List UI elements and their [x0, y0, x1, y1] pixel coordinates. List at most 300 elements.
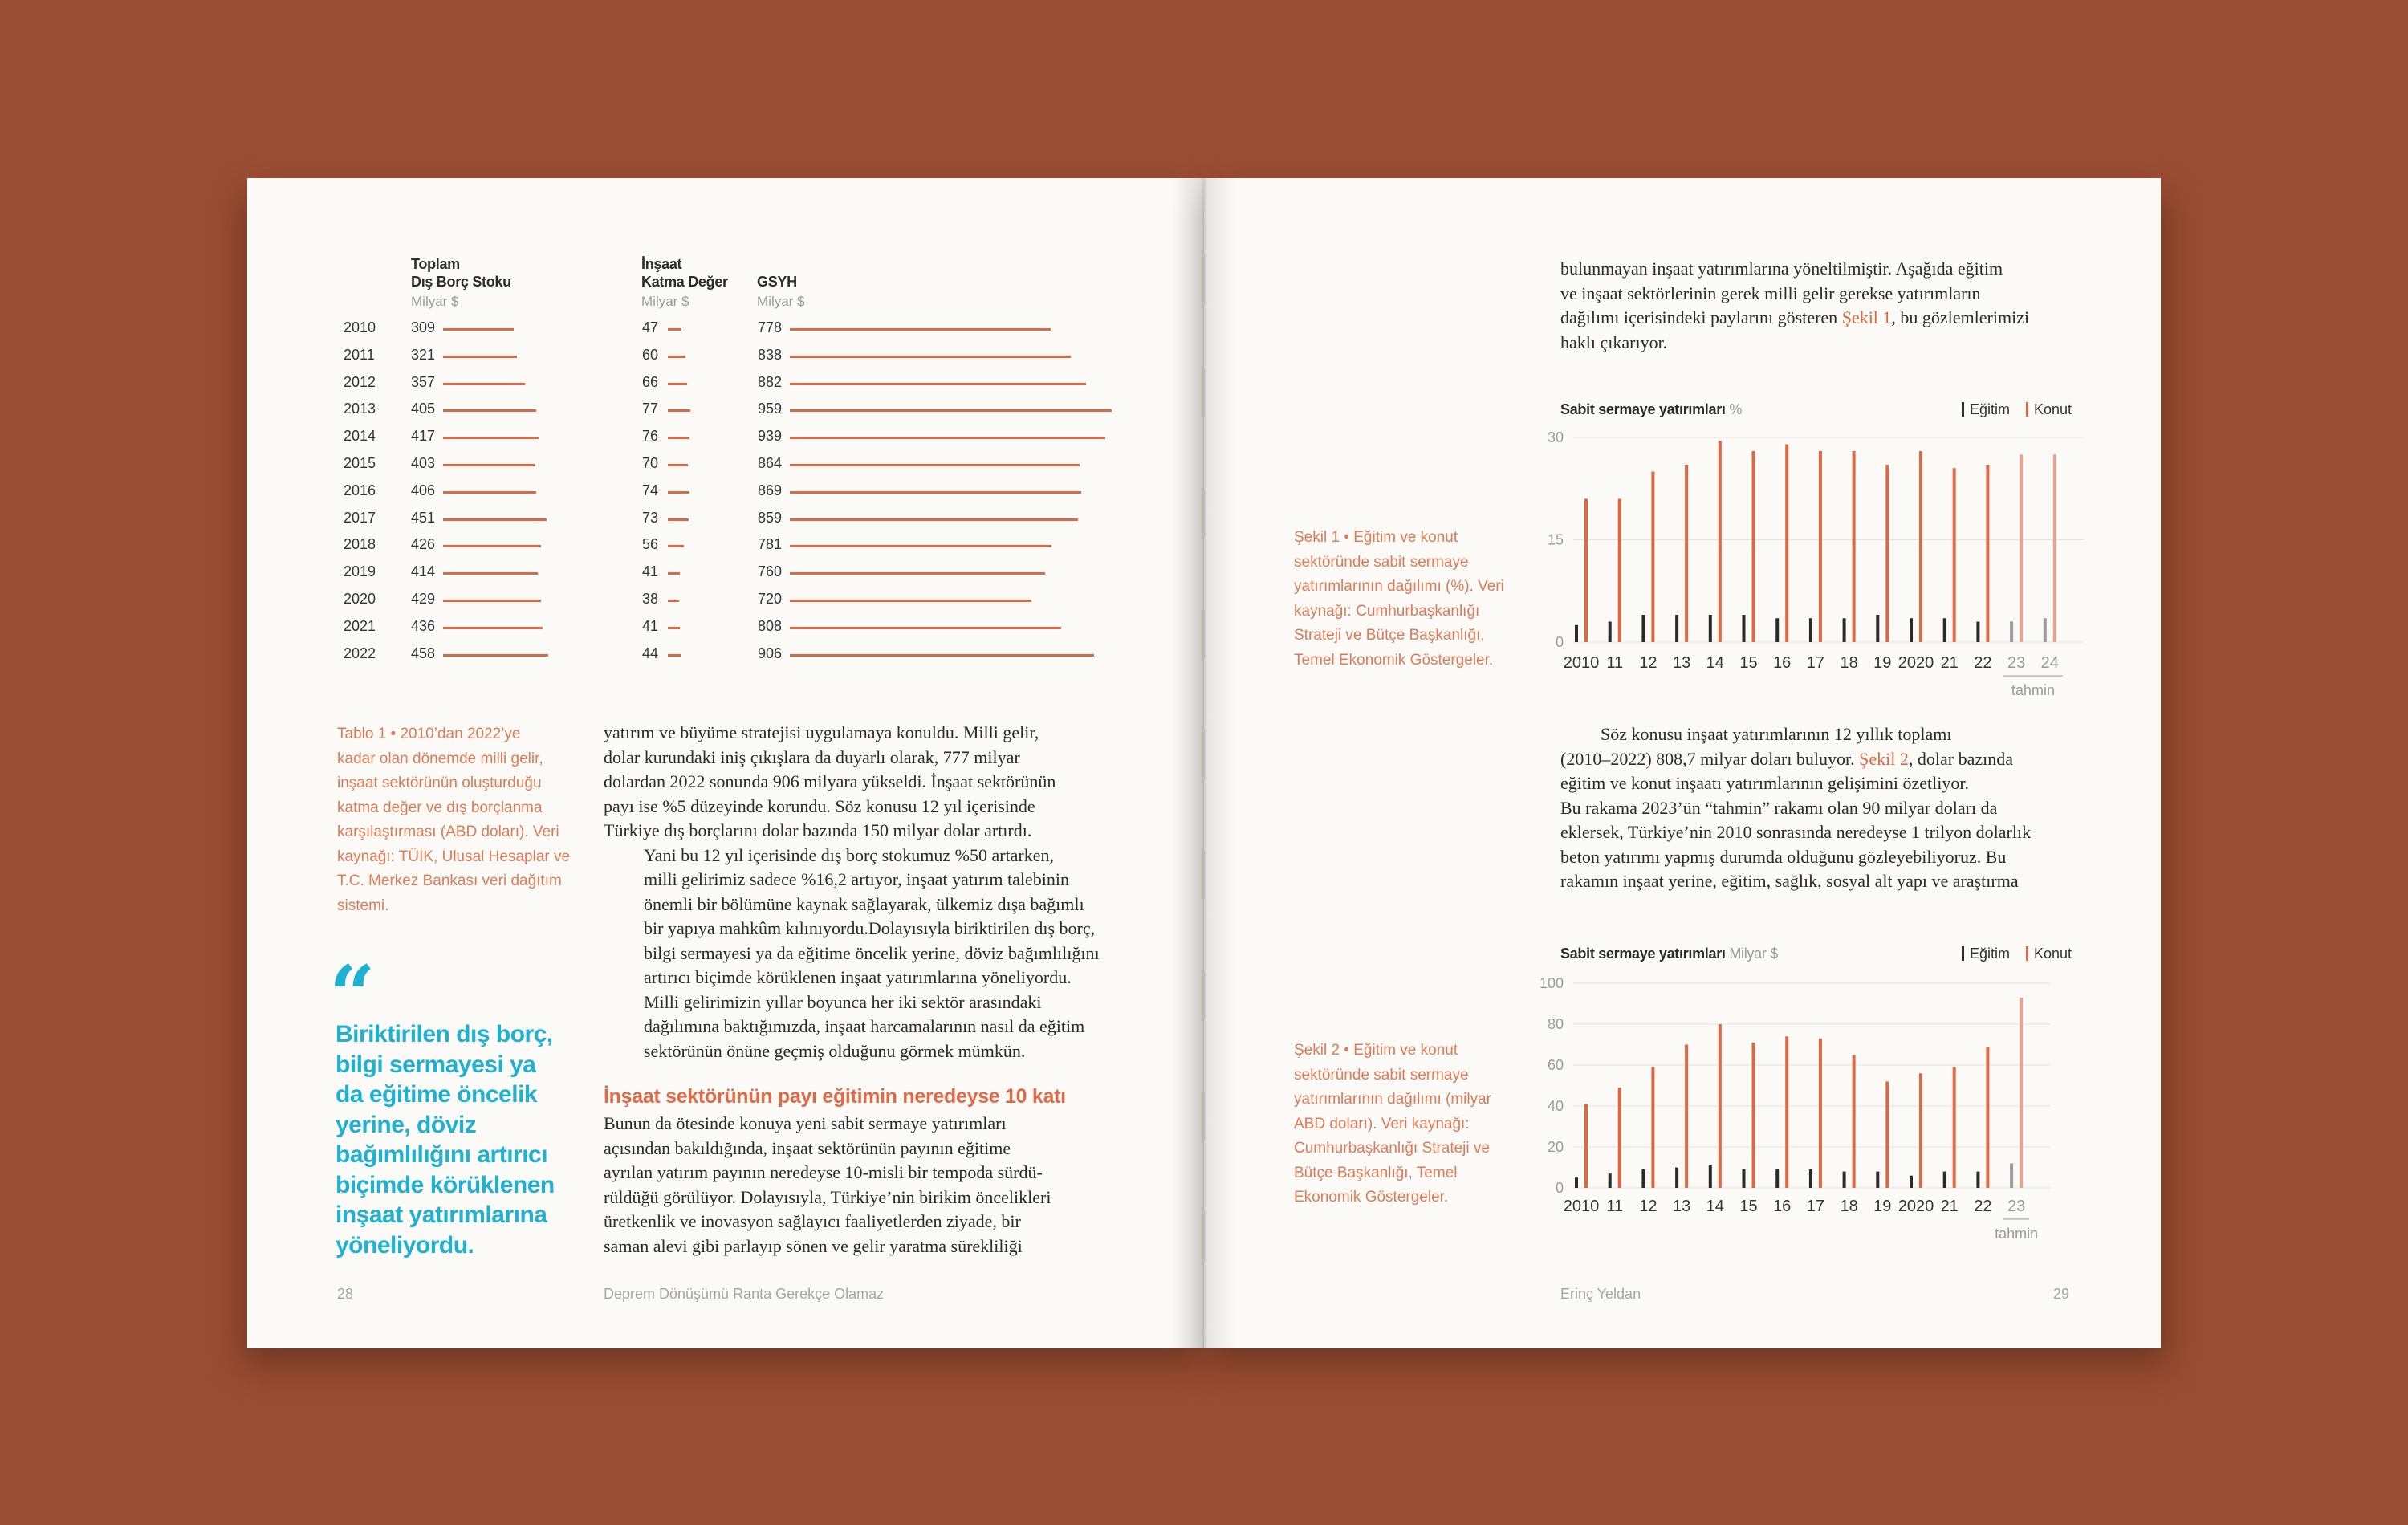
text-run: (2010–2022) 808,7 milyar doları buluyor. — [1560, 748, 1860, 769]
table-value-debt: 458 — [411, 645, 436, 661]
table-bar-gdp — [790, 545, 1051, 547]
table-value-construction: 41 — [642, 563, 659, 580]
table-value-gdp: 859 — [758, 509, 783, 526]
table-value-construction: 44 — [642, 645, 659, 661]
table-value-debt: 417 — [411, 428, 436, 445]
y-tick-label: 40 — [1547, 1098, 1564, 1114]
quote-line: da eğitime öncelik — [336, 1081, 538, 1108]
bar-housing — [2020, 454, 2023, 642]
table-value-debt: 414 — [411, 563, 436, 580]
bar-education — [1976, 622, 1979, 643]
forecast-label: tahmin — [2011, 682, 2055, 698]
caption-line: Strateji ve Bütçe Başkanlığı, — [1294, 627, 1485, 644]
table-bar-construction — [668, 518, 689, 521]
body-line: dağılımına baktığımızda, inşaat harcamalarının nasıl da eğitim — [644, 1016, 1085, 1036]
bar-housing — [1719, 1024, 1722, 1188]
bar-housing — [1885, 465, 1889, 642]
body-line: üretkenlik ve inovasyon sağlayıcı faaliyetlerden ziyade, bir — [604, 1211, 1021, 1231]
bar-education — [2010, 622, 2013, 643]
pull-quote — [336, 1019, 576, 1260]
bar-education — [2044, 618, 2047, 642]
quote-line: biçimde körüklenen — [336, 1171, 555, 1198]
bar-education — [1876, 615, 1879, 642]
table-year: 2014 — [344, 428, 376, 445]
table-bar-debt — [443, 409, 536, 412]
bar-housing — [1986, 1047, 1989, 1188]
body-line: artırıcı biçimde körüklenen inşaat yatırımlarına yöneliyordu. — [644, 967, 1072, 987]
table-bar-construction — [668, 464, 688, 466]
x-tick-label: 17 — [1806, 654, 1825, 672]
body-text-right — [1560, 722, 2074, 894]
body-line: beton yatırımı yapmış durumda olduğunu gözleyebiliyoruz. Bu — [1560, 846, 2007, 867]
caption-line: katma değer ve dış borçlanma — [337, 799, 543, 816]
legend-swatch — [2026, 946, 2028, 961]
binding-stitch — [1202, 490, 1205, 538]
chart-title-text: Sabit sermaye yatırımları — [1560, 401, 1726, 417]
bar-housing — [1752, 451, 1755, 642]
y-tick-label: 100 — [1539, 975, 1564, 991]
table-bar-gdp — [790, 437, 1105, 439]
bar-education — [1743, 1169, 1746, 1188]
table-bar-gdp — [790, 654, 1094, 657]
x-tick-label: 18 — [1840, 1198, 1858, 1215]
table-bar-debt — [443, 518, 547, 521]
table-value-gdp: 906 — [758, 645, 783, 661]
table-value-gdp: 760 — [758, 563, 783, 580]
y-tick-label: 30 — [1547, 429, 1564, 445]
bar-education — [1641, 615, 1645, 642]
x-tick-label: 19 — [1873, 1198, 1892, 1215]
quote-line: yöneliyordu. — [336, 1231, 474, 1259]
bar-education — [1910, 618, 1913, 642]
bar-housing — [1685, 1045, 1688, 1189]
body-line: eklersek, Türkiye’nin 2010 sonrasında neredeyse 1 trilyon dolarlık — [1560, 822, 2032, 842]
table-value-gdp: 864 — [758, 455, 783, 471]
bar-education — [1775, 1169, 1779, 1188]
table-bar-debt — [443, 545, 541, 547]
bar-education — [1876, 1172, 1879, 1188]
caption-line: Tablo 1 • 2010’dan 2022’ye — [337, 726, 521, 742]
bar-housing — [1584, 499, 1588, 643]
binding-stitch — [1202, 1212, 1205, 1260]
table-bar-debt — [443, 383, 525, 385]
body-line: önemli bir bölümüne kaynak sağlayarak, ülkemiz dışa bağımlı — [644, 893, 1084, 914]
header-line: İnşaat — [641, 256, 682, 272]
table-year: 2020 — [344, 591, 376, 607]
table-year: 2015 — [344, 455, 376, 471]
x-tick-label: 2010 — [1563, 1198, 1600, 1215]
table-bar-debt — [443, 654, 548, 657]
table-year: 2011 — [344, 346, 375, 363]
caption-line: Şekil 1 • Eğitim ve konut — [1294, 529, 1458, 546]
table-year: 2013 — [344, 401, 376, 417]
table-bar-construction — [668, 600, 679, 602]
bar-housing — [1651, 1068, 1654, 1188]
table-year: 2019 — [344, 563, 376, 580]
table-bar-construction — [668, 409, 690, 412]
table-value-construction: 60 — [642, 346, 659, 363]
bar-housing — [2053, 454, 2056, 642]
quote-line: inşaat yatırımlarına — [336, 1202, 547, 1228]
body-paragraph — [604, 844, 1117, 1064]
bar-education — [1675, 615, 1678, 642]
table-bar-debt — [443, 491, 536, 494]
chart1-title — [1560, 401, 1742, 418]
table-value-construction: 76 — [642, 428, 659, 445]
bar-housing — [1785, 445, 1788, 643]
bar-education — [1809, 618, 1812, 642]
table-bar-debt — [443, 328, 514, 331]
table-bar-gdp — [790, 328, 1051, 331]
legend-swatch — [1962, 946, 1964, 961]
bar-education — [1943, 618, 1946, 642]
body-text-left-2 — [604, 1112, 1117, 1259]
body-line — [1560, 306, 2074, 331]
table-header-construction — [641, 255, 728, 291]
y-tick-label: 60 — [1547, 1057, 1564, 1073]
legend-label: Eğitim — [1970, 946, 2011, 962]
table-value-gdp: 869 — [758, 482, 783, 498]
bar-housing — [1953, 468, 1956, 642]
bar-education — [1575, 625, 1578, 642]
text-run: , dolar bazında — [1908, 748, 2013, 769]
body-line: bilgi sermayesi ya da eğitime öncelik yerine, döviz bağımlılığını — [644, 942, 1100, 963]
body-paragraph — [1560, 771, 2074, 894]
bar-education — [1675, 1168, 1678, 1189]
table-value-construction: 77 — [642, 401, 659, 417]
binding-stitch — [1202, 1092, 1205, 1140]
figure-link[interactable]: Şekil 2 — [1859, 748, 1909, 769]
table-value-construction: 56 — [642, 536, 659, 553]
header-line: Toplam — [411, 256, 460, 272]
y-tick-label: 20 — [1547, 1139, 1564, 1155]
body-paragraph — [604, 721, 1117, 844]
table-value-debt: 451 — [411, 509, 436, 526]
figure-link[interactable]: Şekil 1 — [1841, 307, 1892, 327]
x-tick-label: 21 — [1940, 654, 1959, 672]
body-line: Yani bu 12 yıl içerisinde dış borç stokumuz %50 artarken, — [644, 844, 1055, 865]
binding-stitch — [1202, 730, 1205, 779]
x-tick-label: 2020 — [1898, 654, 1934, 672]
body-line: dolardan 2022 sonunda 906 milyara yükseldi. İnşaat sektörünün — [604, 771, 1056, 791]
body-line: açısından bakıldığında, inşaat sektörünün payının eğitime — [604, 1137, 1011, 1158]
quote-line: Biriktirilen dış borç, — [336, 1021, 553, 1047]
x-tick-label: 17 — [1806, 1198, 1825, 1215]
x-tick-label: 13 — [1672, 654, 1691, 672]
caption-line: Ekonomik Göstergeler. — [1294, 1189, 1449, 1206]
table-value-construction: 66 — [642, 373, 659, 390]
chart1-legend-housing — [2026, 401, 2072, 418]
bar-housing — [1819, 451, 1822, 642]
x-tick-label: 21 — [1940, 1198, 1959, 1215]
table-value-debt: 436 — [411, 617, 436, 634]
bar-housing — [1853, 1055, 1856, 1188]
table-bar-gdp — [790, 600, 1031, 602]
table-year: 2022 — [344, 645, 376, 661]
bar-education — [1910, 1176, 1913, 1188]
legend-label: Eğitim — [1970, 401, 2011, 417]
intro-text — [1560, 257, 2074, 355]
table-unit-construction: Milyar $ — [641, 294, 689, 309]
table-bar-debt — [443, 356, 517, 358]
table-value-debt: 309 — [411, 319, 436, 336]
caption-line: ABD doları). Veri kaynağı: — [1294, 1115, 1470, 1133]
x-tick-label: 11 — [1606, 1198, 1624, 1215]
table-bar-gdp — [790, 518, 1078, 521]
table-value-debt: 429 — [411, 591, 436, 607]
table-bar-debt — [443, 627, 543, 629]
x-tick-label: 18 — [1840, 654, 1858, 672]
text-run: dağılımı içerisindeki paylarını gösteren — [1560, 307, 1842, 327]
body-line: rakamın inşaat yerine, eğitim, sağlık, sosyal alt yapı ve araştırma — [1560, 871, 2019, 891]
table-value-construction: 47 — [642, 319, 659, 336]
x-tick-label: 14 — [1706, 1198, 1724, 1215]
table-value-construction: 38 — [642, 591, 659, 607]
figure2-caption — [1294, 1039, 1527, 1210]
body-line: Türkiye dış borçlarını dolar bazında 150 milyar dolar artırdı. — [604, 820, 1032, 840]
table-year: 2012 — [344, 373, 376, 390]
table-bar-gdp — [790, 572, 1045, 575]
chart1-legend-education — [1962, 401, 2010, 418]
table-value-construction: 73 — [642, 509, 659, 526]
running-title-right: Erinç Yeldan — [1560, 1286, 1641, 1302]
caption-line: T.C. Merkez Bankası veri dağıtım — [337, 872, 562, 889]
table-bar-debt — [443, 464, 535, 466]
quote-line: yerine, döviz — [336, 1111, 477, 1138]
bar-education — [1843, 618, 1846, 642]
x-tick-label: 2020 — [1898, 1198, 1934, 1215]
legend-swatch — [1962, 402, 1964, 417]
bar-housing — [1584, 1104, 1588, 1188]
bar-housing — [1785, 1036, 1788, 1188]
bar-housing — [1719, 441, 1722, 642]
body-line: Milli gelirimizin yıllar boyunca her iki sektör arasındaki — [644, 991, 1042, 1012]
figure1-caption — [1294, 526, 1527, 673]
legend-label: Konut — [2034, 946, 2072, 962]
forecast-label: tahmin — [1995, 1226, 2039, 1242]
x-tick-label: 23 — [2007, 654, 2026, 672]
y-tick-label: 80 — [1547, 1016, 1564, 1032]
x-tick-label: 12 — [1639, 654, 1658, 672]
body-line: Söz konusu inşaat yatırımlarının 12 yıllık toplamı — [1601, 724, 1952, 744]
bar-housing — [1752, 1043, 1755, 1188]
bar-housing — [1853, 451, 1856, 642]
x-tick-label: 11 — [1606, 654, 1624, 672]
x-tick-label: 15 — [1739, 1198, 1758, 1215]
body-line: Bunun da ötesinde konuya yeni sabit sermaye yatırımları — [604, 1113, 1007, 1133]
table-bar-construction — [668, 545, 684, 547]
caption-line: Bütçe Başkanlığı, Temel — [1294, 1164, 1458, 1181]
bar-education — [1609, 1173, 1612, 1188]
x-tick-label: 14 — [1706, 654, 1724, 672]
table-bar-construction — [668, 356, 685, 358]
x-tick-label: 22 — [1974, 654, 1992, 672]
caption-line: yatırımlarının dağılımı (%). Veri — [1294, 578, 1504, 595]
table-bar-construction — [668, 437, 689, 439]
body-line: Bu rakama 2023’ün “tahmin” rakamı olan 90 milyar doları da — [1560, 797, 1998, 818]
table-bar-construction — [668, 654, 681, 657]
caption-line: Temel Ekonomik Göstergeler. — [1294, 651, 1494, 669]
y-tick-label: 15 — [1547, 531, 1564, 548]
caption-line: sektöründe sabit sermaye — [1294, 1066, 1469, 1084]
bar-education — [1575, 1177, 1578, 1188]
table-unit-debt: Milyar $ — [411, 294, 459, 309]
table-value-debt: 405 — [411, 401, 436, 417]
chart2-bar-chart — [1525, 967, 2087, 1248]
bar-education — [1843, 1172, 1846, 1188]
table-value-gdp: 720 — [758, 591, 783, 607]
body-line: bulunmayan inşaat yatırımlarına yöneltilmiştir. Aşağıda eğitim — [1560, 258, 2003, 279]
y-tick-label: 0 — [1555, 634, 1564, 650]
x-tick-label: 15 — [1739, 654, 1758, 672]
x-tick-label: 22 — [1974, 1198, 1992, 1215]
table-year: 2016 — [344, 482, 376, 498]
bar-education — [1641, 1169, 1645, 1188]
table-bar-construction — [668, 627, 680, 629]
chart2-title — [1560, 946, 1778, 962]
binding-stitch — [1202, 610, 1205, 658]
chart2-legend-education — [1962, 946, 2010, 962]
table-value-gdp: 808 — [758, 617, 783, 634]
bar-housing — [1953, 1068, 1956, 1188]
bar-housing — [1919, 451, 1922, 642]
chart-title-text: Sabit sermaye yatırımları — [1560, 946, 1726, 962]
text-run: , bu gözlemlerimizi — [1891, 307, 2030, 327]
body-paragraph — [1560, 257, 2074, 306]
running-title-left: Deprem Dönüşümü Ranta Gerekçe Olamaz — [604, 1286, 885, 1302]
caption-line: karşılaştırması (ABD doları). Veri — [337, 824, 559, 840]
bar-education — [1709, 1165, 1712, 1188]
bar-housing — [1919, 1073, 1922, 1188]
bar-housing — [1885, 1081, 1889, 1188]
body-line: yatırım ve büyüme stratejisi uygulamaya konuldu. Milli gelir, — [604, 722, 1039, 742]
table-bar-construction — [668, 491, 689, 494]
bar-education — [1775, 618, 1779, 642]
bar-housing — [1618, 499, 1621, 643]
bar-housing — [1986, 465, 1989, 642]
x-tick-label: 19 — [1873, 654, 1892, 672]
binding-stitch — [1202, 369, 1205, 417]
table-unit-gdp: Milyar $ — [757, 294, 805, 309]
table-value-gdp: 939 — [758, 428, 783, 445]
table-value-gdp: 882 — [758, 373, 783, 390]
body-line: milli gelirimiz sadece %16,2 artıyor, inşaat yatırım talebinin — [644, 869, 1070, 889]
caption-line: kadar olan dönemde milli gelir, — [337, 750, 543, 767]
table-bar-construction — [668, 383, 687, 385]
caption-line: Şekil 2 • Eğitim ve konut — [1294, 1042, 1458, 1059]
table-bar-construction — [668, 328, 681, 331]
body-line: dolar kurundaki iniş çıkışlara da duyarlı olarak, 777 milyar — [604, 746, 1020, 767]
caption-line: yatırımlarının dağılımı (milyar — [1294, 1091, 1491, 1108]
table-value-gdp: 781 — [758, 536, 783, 553]
table-year: 2018 — [344, 536, 376, 553]
body-line: eğitim ve konut inşaatı yatırımlarının gelişimini özetliyor. — [1560, 773, 1969, 793]
page-number-left: 28 — [337, 1286, 354, 1302]
body-line — [1560, 747, 2074, 772]
bar-housing — [1685, 465, 1688, 642]
header-line: Dış Borç Stoku — [411, 274, 511, 290]
bar-education — [1943, 1172, 1946, 1188]
x-tick-label: 2010 — [1563, 654, 1600, 672]
bar-housing — [2020, 998, 2023, 1188]
table-caption — [337, 722, 594, 918]
legend-swatch — [2026, 402, 2028, 417]
body-line: ve inşaat sektörlerinin gerek milli gelir gerekse yatırımların — [1560, 283, 1981, 303]
table-value-gdp: 778 — [758, 319, 783, 336]
x-tick-label: 13 — [1672, 1198, 1691, 1215]
table-value-gdp: 838 — [758, 346, 783, 363]
table-bar-debt — [443, 437, 539, 439]
chart-unit: % — [1729, 401, 1743, 417]
page-number-right: 29 — [2053, 1286, 2070, 1302]
bar-education — [1809, 1169, 1812, 1188]
table-bar-gdp — [790, 383, 1086, 385]
caption-line: kaynağı: TÜİK, Ulusal Hesaplar ve — [337, 848, 571, 865]
table-value-debt: 321 — [411, 346, 436, 363]
table-bar-gdp — [790, 464, 1080, 466]
binding-stitch — [1202, 971, 1205, 1019]
bar-education — [1709, 615, 1712, 642]
table-bar-gdp — [790, 409, 1112, 412]
bar-housing — [1819, 1039, 1822, 1188]
bar-housing — [1651, 472, 1654, 643]
table-year: 2021 — [344, 617, 376, 634]
body-line: bir yapıya mahkûm kılınıyordu.Dolayısıyla biriktirilen dış borç, — [644, 918, 1096, 938]
chart2-legend-housing — [2026, 946, 2072, 962]
binding-stitch — [1202, 255, 1205, 303]
header-line: Katma Değer — [641, 274, 728, 290]
body-line: rüldüğü görülüyor. Dolayısıyla, Türkiye’nin birikim öncelikleri — [604, 1186, 1051, 1207]
body-line: ayrılan yatırım payının neredeyse 10-misli bir tempoda sürdü- — [604, 1162, 1043, 1182]
bar-education — [1976, 1172, 1979, 1188]
body-line: haklı çıkarıyor. — [1560, 331, 1668, 352]
table-bar-gdp — [790, 627, 1061, 629]
quote-mark-icon: “ — [329, 948, 376, 1043]
body-text-left — [604, 721, 1117, 1063]
quote-line: bağımlılığını artırıcı — [336, 1141, 548, 1168]
quote-line: bilgi sermayesi ya — [336, 1051, 536, 1078]
chart1-bar-chart — [1525, 425, 2087, 706]
binding-stitch — [1202, 851, 1205, 899]
x-tick-label: 12 — [1639, 1198, 1658, 1215]
table-bar-construction — [668, 572, 680, 575]
table-header-gdp — [757, 273, 797, 291]
x-tick-label: 16 — [1773, 1198, 1792, 1215]
table-value-debt: 357 — [411, 373, 436, 390]
body-line: payı ise %5 düzeyinde korundu. Söz konusu 12 yıl içerisinde — [604, 795, 1035, 816]
caption-line: sektöründe sabit sermaye — [1294, 553, 1469, 571]
table-bar-gdp — [790, 356, 1071, 358]
bar-education — [1743, 615, 1746, 642]
table-bar-debt — [443, 572, 538, 575]
body-line: saman alevi gibi parlayıp sönen ve gelir yaratma sürekliliği — [604, 1235, 1023, 1256]
table-header-debt — [411, 255, 511, 291]
legend-label: Konut — [2034, 401, 2072, 417]
bar-housing — [1618, 1088, 1621, 1188]
section-heading: İnşaat sektörünün payı eğitimin neredeyse 10 katı — [604, 1085, 1066, 1108]
x-tick-label: 16 — [1773, 654, 1792, 672]
table-value-gdp: 959 — [758, 401, 783, 417]
header-line: GSYH — [757, 274, 797, 290]
y-tick-label: 0 — [1555, 1180, 1564, 1196]
table-bar-gdp — [790, 491, 1081, 494]
body-paragraph — [604, 1112, 1117, 1259]
table-value-debt: 403 — [411, 455, 436, 471]
x-tick-label: 24 — [2040, 654, 2059, 672]
x-tick-label: 23 — [2007, 1198, 2026, 1215]
caption-line: Cumhurbaşkanlığı Strateji ve — [1294, 1140, 1490, 1157]
bar-education — [1609, 622, 1612, 643]
